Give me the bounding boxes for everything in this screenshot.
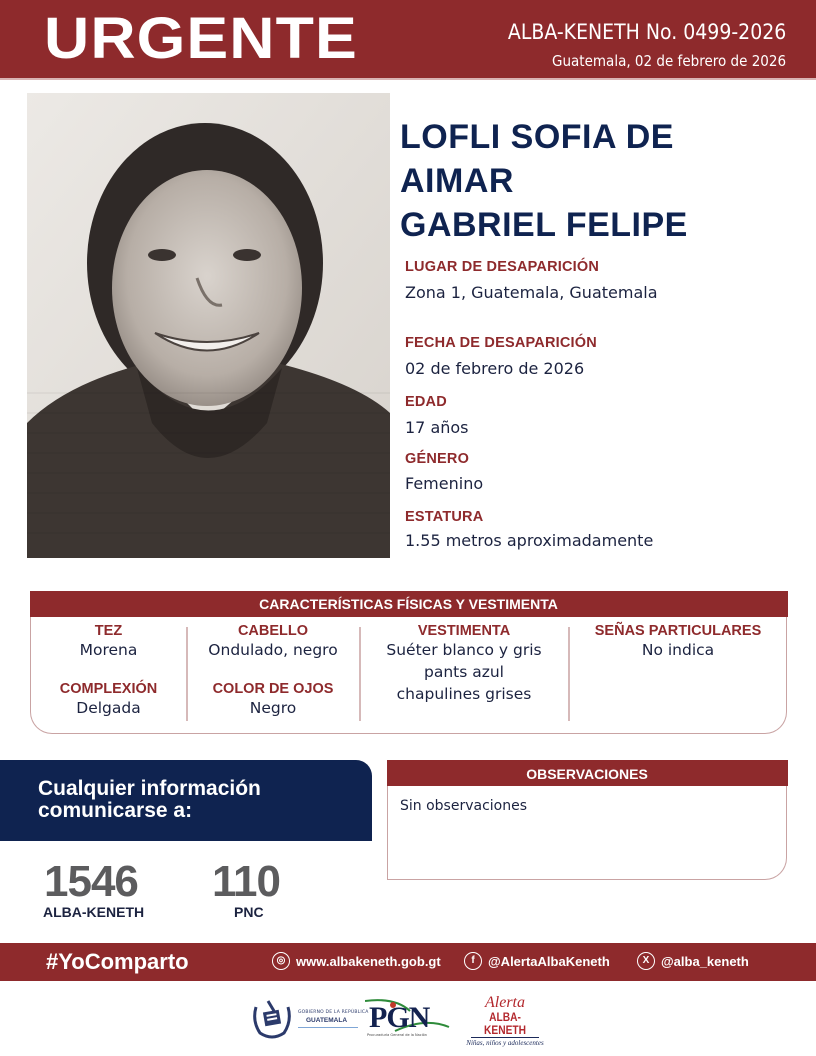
location-value: Zona 1, Guatemala, Guatemala [405,283,658,302]
tez-column [31,623,186,719]
vestimenta-line-3: chapulines grises [396,685,532,703]
name-line-3: GABRIEL FELIPE [400,206,688,244]
eye-color-label: COLOR DE OJOS [212,681,334,697]
gov-underline [298,1027,358,1028]
tez-label: TEZ [94,623,123,639]
website-link[interactable] [272,952,441,970]
website-text: www.albakeneth.gob.gt [296,953,441,969]
issue-date: Guatemala, 02 de febrero de 2026 [551,52,786,70]
pgn-text: PGN [369,1001,430,1034]
height-label: ESTATURA [405,509,484,525]
share-bar [0,943,816,981]
date-label: FECHA DE DESAPARICIÓN [405,335,597,351]
facebook-link[interactable] [464,952,610,970]
facebook-icon: f [464,952,482,970]
urgent-label: URGENTE [44,6,358,71]
contact-title [38,778,261,822]
contact-banner [0,760,372,841]
date-value: 02 de febrero de 2026 [405,359,585,378]
pnc-phone[interactable]: 110 [212,857,280,906]
vestimenta-column [360,623,568,705]
x-twitter-icon: X [637,952,655,970]
name-line-1: LOFLI SOFIA DE [400,118,674,156]
person-name [400,115,800,247]
coat-of-arms-icon [250,997,294,1041]
header-banner [0,0,816,80]
characteristics-panel [30,591,787,734]
complexion-label: COMPLEXIÓN [59,681,158,697]
vestimenta-line-1: Suéter blanco y gris [386,641,542,659]
contact-title-line-1: Cualquier información [38,777,261,800]
observations-text: Sin observaciones [400,798,528,814]
alba-keneth-word: ALBA-KENETH [471,1011,539,1038]
pnc-phone-label: PNC [234,904,264,920]
eye-color-value: Negro [249,699,297,717]
vestimenta-line-2: pants azul [423,663,504,681]
age-value: 17 años [405,418,469,437]
pgn-subtitle: Procuraduría General de la Nación [367,1033,428,1037]
facebook-text: @AlertaAlbaKeneth [488,953,610,969]
observations-title: OBSERVACIONES [387,760,788,786]
dribbble-globe-icon: ◎ [272,952,290,970]
observations-panel [387,760,787,880]
senas-value: No indica [641,641,715,659]
pgn-logo [365,997,450,1041]
alerta-alba-keneth-logo [465,994,545,1047]
height-value: 1.55 metros aproximadamente [405,531,654,550]
age-label: EDAD [405,394,447,410]
senas-label: SEÑAS PARTICULARES [594,623,762,639]
tez-value: Morena [79,641,138,659]
alba-keneth-phone-label: ALBA-KENETH [43,904,145,920]
name-line-2: AIMAR [400,162,514,200]
hashtag: #YoComparto [46,949,189,974]
cabello-column [187,623,359,719]
gov-small-text: GOBIERNO DE LA REPÚBLICA [298,1010,369,1015]
alerta-word: Alerta [485,994,525,1011]
cabello-value: Ondulado, negro [208,641,338,659]
x-text: @alba_keneth [661,953,749,969]
characteristics-title: CARACTERÍSTICAS FÍSICAS Y VESTIMENTA [30,591,788,617]
x-link[interactable] [637,952,749,970]
guatemala-government-logo [250,995,369,1043]
vestimenta-label: VESTIMENTA [417,623,511,639]
logos-row [0,995,816,1045]
cabello-label: CABELLO [237,623,309,639]
alert-number: ALBA-KENETH No. 0499-2026 [507,20,786,44]
portrait-placeholder-icon [27,93,390,558]
alba-keneth-phone[interactable]: 1546 [44,857,138,906]
alerta-tagline: Niñas, niños y adolescentes [466,1039,544,1047]
missing-person-photo [27,93,390,558]
gender-label: GÉNERO [405,451,470,467]
gender-value: Femenino [405,474,484,493]
contact-title-line-2: comunicarse a: [38,799,193,822]
location-label: LUGAR DE DESAPARICIÓN [405,259,600,275]
complexion-value: Delgada [76,699,141,717]
senas-column [569,623,787,661]
gov-big-text: GUATEMALA [306,1017,348,1024]
